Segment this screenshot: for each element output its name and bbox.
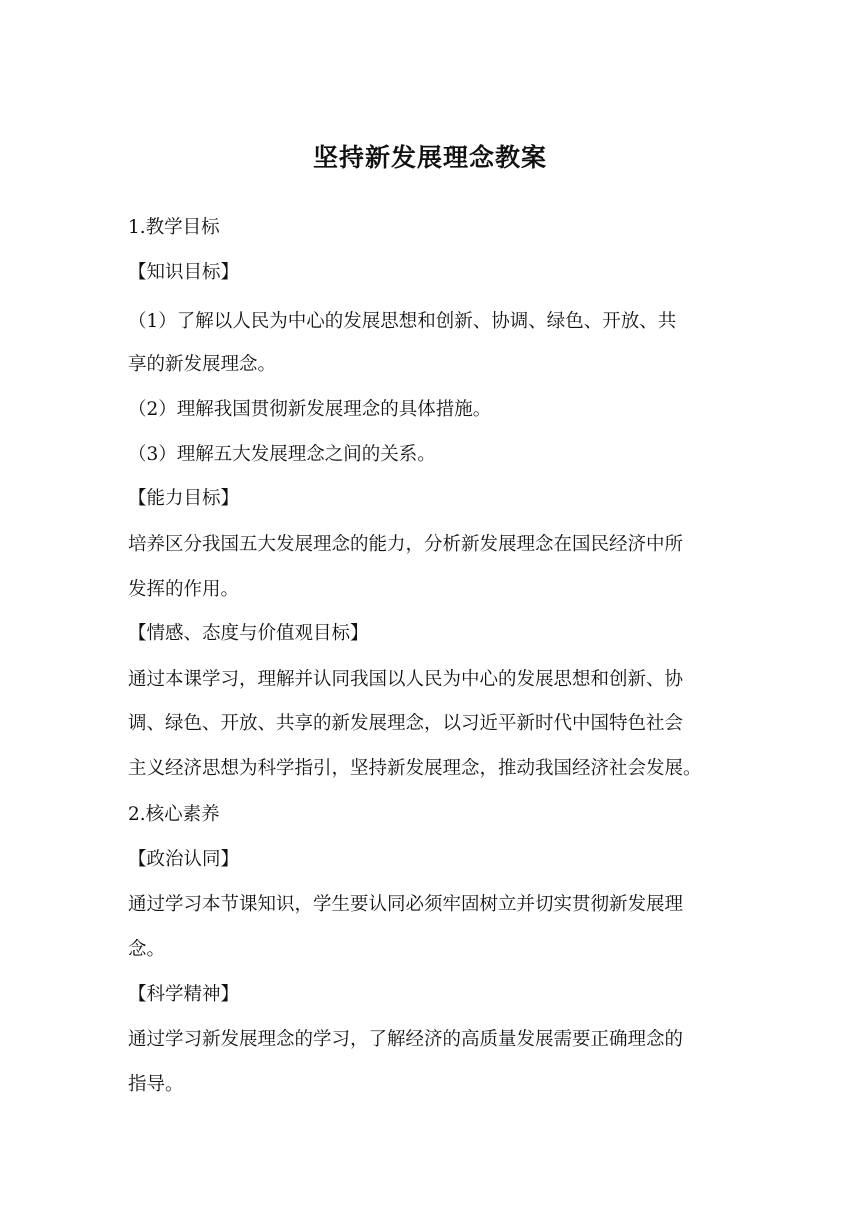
paragraph-line: （1）了解以人民为中心的发展思想和创新、协调、绿色、开放、共 bbox=[128, 311, 677, 332]
paragraph-line: （2）理解我国贯彻新发展理念的具体措施。 bbox=[128, 399, 492, 420]
paragraph-line: 念。 bbox=[128, 939, 166, 960]
paragraph-line: 通过本课学习，理解并认同我国以人民为中心的发展思想和创新、协 bbox=[128, 669, 684, 690]
paragraph-line: 通过学习本节课知识，学生要认同必须牢固树立并切实贯彻新发展理 bbox=[128, 894, 684, 915]
section-heading-core-literacy: 2.核心素养 bbox=[128, 804, 220, 825]
subheading-scientific-spirit: 【科学精神】 bbox=[128, 984, 240, 1005]
paragraph-line: 享的新发展理念。 bbox=[128, 354, 277, 375]
subheading-knowledge-goals: 【知识目标】 bbox=[128, 262, 240, 283]
paragraph-line: 通过学习新发展理念的学习，了解经济的高质量发展需要正确理念的 bbox=[128, 1029, 684, 1050]
subheading-emotion-goals: 【情感、态度与价值观目标】 bbox=[128, 623, 369, 644]
paragraph-line: 发挥的作用。 bbox=[128, 579, 240, 600]
section-heading-teaching-goals: 1.教学目标 bbox=[128, 217, 220, 238]
subheading-ability-goals: 【能力目标】 bbox=[128, 488, 240, 509]
document-title: 坚持新发展理念教案 bbox=[312, 143, 547, 172]
paragraph-line: 主义经济思想为科学指引，坚持新发展理念，推动我国经济社会发展。 bbox=[128, 758, 702, 779]
paragraph-line: 调、绿色、开放、共享的新发展理念，以习近平新时代中国特色社会 bbox=[128, 713, 684, 734]
paragraph-line: 指导。 bbox=[128, 1074, 184, 1095]
subheading-political-identity: 【政治认同】 bbox=[128, 849, 240, 870]
paragraph-line: 培养区分我国五大发展理念的能力，分析新发展理念在国民经济中所 bbox=[128, 534, 684, 555]
paragraph-line: （3）理解五大发展理念之间的关系。 bbox=[128, 444, 436, 465]
